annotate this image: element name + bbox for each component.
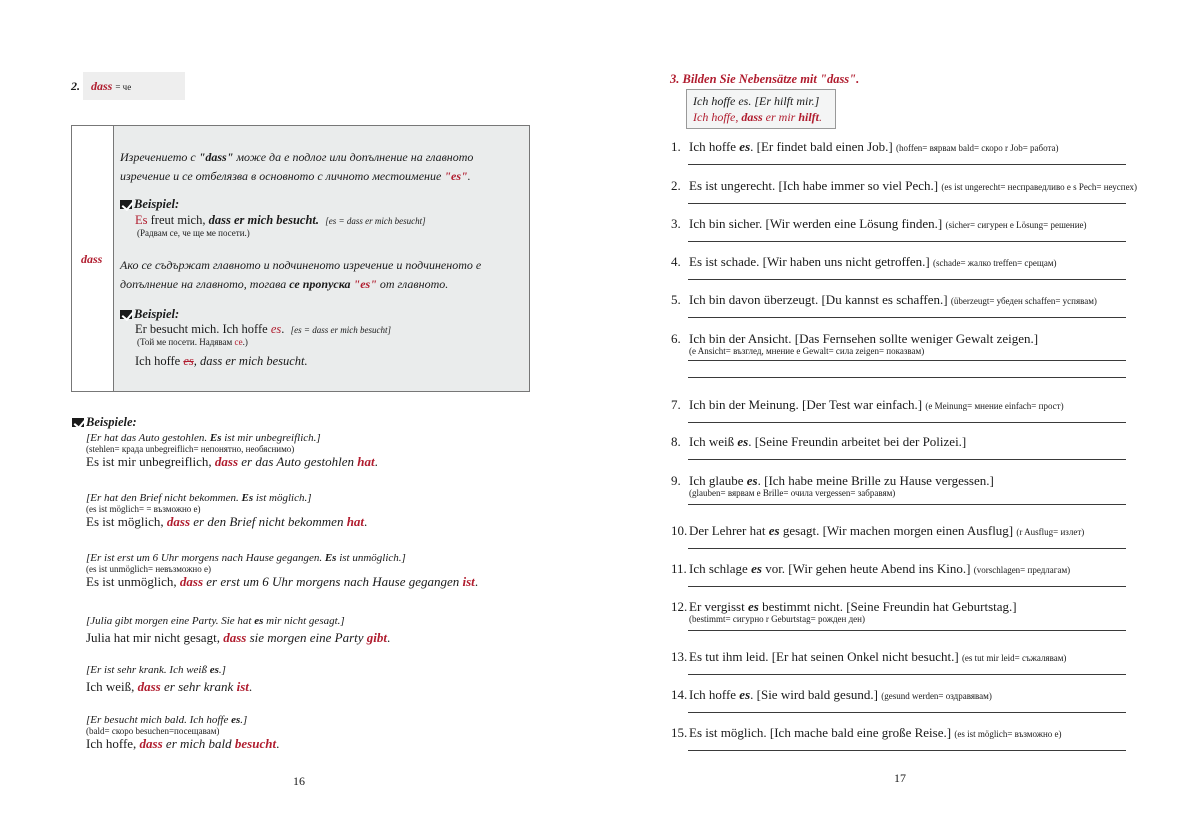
example-gloss: (bald= скоро besuchen=посещавам)	[86, 726, 220, 736]
example-answer: Julia hat mir nicht gesagt, dass sie morgen eine Party gibt.	[86, 630, 391, 645]
example-given: [Er ist erst um 6 Uhr morgens nach Hause gegangen. Es ist unmöglich.]	[86, 552, 406, 564]
checkbox-icon	[120, 200, 132, 209]
task-number: 5.	[671, 292, 681, 307]
example-item	[86, 714, 279, 752]
example-item	[86, 432, 378, 470]
task-number: 7.	[671, 397, 681, 412]
task-number: 12.	[671, 599, 688, 614]
task-gloss: (gesund werden= оздравявам)	[881, 691, 992, 701]
task-gloss: (e Meinung= мнение einfach= прост)	[925, 401, 1064, 411]
section-2-header	[68, 72, 185, 100]
answer-line[interactable]	[688, 279, 1126, 280]
task-number: 13.	[671, 649, 688, 664]
task-number: 8.	[671, 434, 681, 449]
crossed-es: es	[183, 354, 194, 368]
checkbox-icon	[72, 418, 84, 427]
task-text: Ich glaube es. [Ich habe meine Brille zu Hause vergessen.]	[689, 473, 994, 488]
answer-line[interactable]	[688, 712, 1126, 713]
example-answer: Es ist möglich, dass er den Brief nicht bekommen hat.	[86, 514, 368, 529]
task-gloss: (es ist ungerecht= несправедливо е s Pech= неуспех)	[941, 182, 1137, 192]
task-number: 10.	[671, 523, 688, 538]
task-gloss: (überzeugt= убеден schaffen= успявам)	[950, 296, 1097, 306]
answer-line[interactable]	[688, 504, 1126, 505]
task-gloss: (es tut mir leid= съжалявам)	[961, 653, 1067, 663]
exercise-task	[671, 599, 1017, 624]
task-gloss: (r Ausflug= излет)	[1016, 527, 1085, 537]
model-line-2: Ich hoffe, dass er mir hilft.	[693, 110, 823, 124]
example-item	[86, 492, 367, 530]
task-number: 1.	[671, 139, 681, 154]
task-text: Es ist möglich. [Ich mache bald eine große Reise.]	[689, 725, 952, 740]
answer-line[interactable]	[688, 203, 1126, 204]
task-text: Es ist schade. [Wir haben uns nicht getroffen.]	[689, 254, 930, 269]
task-number: 4.	[671, 254, 681, 269]
rule-example-1-translation: (Радвам се, че ще ме посети.)	[137, 228, 250, 238]
example-given: [Er ist sehr krank. Ich weiß es.]	[86, 664, 226, 676]
task-gloss: (hoffen= вярвам bald= скоро r Job= работа)	[895, 143, 1059, 153]
task-gloss: (es ist möglich= възможно е)	[954, 729, 1062, 739]
task-text: Ich bin sicher. [Wir werden eine Lösung finden.]	[689, 216, 943, 231]
page-number-left: 16	[293, 774, 305, 788]
rule-label: dass	[81, 252, 103, 266]
exercise-task	[671, 331, 1038, 356]
answer-line[interactable]	[688, 586, 1126, 587]
task-text: Ich bin davon überzeugt. [Du kannst es schaffen.]	[689, 292, 948, 307]
exercise-task	[671, 473, 994, 498]
answer-line[interactable]	[688, 360, 1126, 361]
answer-line[interactable]	[688, 630, 1126, 631]
task-text: Es tut ihm leid. [Er hat seinen Onkel nicht besucht.]	[689, 649, 959, 664]
task-text: Ich bin der Ansicht. [Das Fernsehen sollte weniger Gewalt zeigen.]	[689, 331, 1039, 346]
exercise-task	[671, 178, 1137, 194]
answer-line[interactable]	[688, 459, 1126, 460]
example-given: [Julia gibt morgen eine Party. Sie hat es mir nicht gesagt.]	[86, 615, 345, 627]
rule-example-1: Es freut mich, dass er mich besucht. [es = dass er mich besucht]	[135, 213, 426, 227]
rule-example-3: Ich hoffe es, dass er mich besucht.	[135, 354, 308, 368]
task-gloss: (vorschlagen= предлагам)	[973, 565, 1071, 575]
task-number: 6.	[671, 331, 681, 346]
example-item	[86, 664, 252, 695]
example-given: [Er besucht mich bald. Ich hoffe es.]	[86, 714, 248, 726]
exercise-task	[671, 292, 1097, 308]
exercise-task	[671, 254, 1057, 270]
task-number: 2.	[671, 178, 681, 193]
section-number: 2.	[71, 79, 80, 93]
answer-line[interactable]	[688, 674, 1126, 675]
model-line-1: Ich hoffe es. [Er hilft mir.]	[693, 94, 820, 108]
rule-paragraph-2: Ако се съдържат главното и подчиненото изречение и подчиненото е допълнение на главното, тогава се пропуска "es" от главното.	[120, 258, 482, 291]
task-number: 9.	[671, 473, 681, 488]
example-item	[86, 552, 478, 590]
example-answer: Es ist mir unbegreiflich, dass er das Auto gestohlen hat.	[86, 454, 378, 469]
task-text: Er vergisst es bestimmt nicht. [Seine Freundin hat Geburtstag.]	[689, 599, 1017, 614]
task-gloss: (glauben= вярвам e Brille= очила vergessen= забравям)	[689, 488, 896, 498]
exercise-task	[671, 523, 1084, 539]
task-number: 3.	[671, 216, 681, 231]
model-answer-box	[686, 89, 836, 129]
exercise-task	[671, 139, 1059, 155]
rule-example-2-translation: (Той ме посети. Надявам се.)	[137, 337, 248, 347]
task-gloss: (e Ansicht= възглед, мнение e Gewalt= сила zeigen= показвам)	[689, 346, 925, 356]
exercise-task	[671, 561, 1070, 577]
task-number: 15.	[671, 725, 688, 740]
example-answer: Ich weiß, dass er sehr krank ist.	[86, 679, 253, 694]
task-text: Ich hoffe es. [Sie wird bald gesund.]	[689, 687, 878, 702]
task-gloss: (bestimmt= сигурно r Geburtstag= рожден ден)	[689, 614, 865, 624]
task-gloss: (sicher= сигурен e Lösung= решение)	[945, 220, 1087, 230]
example-answer: Ich hoffe, dass er mich bald besucht.	[86, 736, 280, 751]
example-answer: Es ist unmöglich, dass er erst um 6 Uhr morgens nach Hause gegangen ist.	[86, 574, 479, 589]
example-given: [Er hat das Auto gestohlen. Es ist mir unbegreiflich.]	[86, 432, 321, 444]
answer-line[interactable]	[688, 548, 1126, 549]
exercise-3-title: 3. Bilden Sie Nebensätze mit "dass".	[670, 72, 860, 86]
task-number: 11.	[671, 561, 687, 576]
beispiel-heading-2: Beispiel:	[120, 305, 179, 323]
page-number-right: 17	[894, 771, 906, 785]
exercise-task	[671, 649, 1066, 665]
task-text: Ich schlage es vor. [Wir gehen heute Abend ins Kino.]	[689, 561, 971, 576]
answer-line[interactable]	[688, 377, 1126, 378]
answer-line[interactable]	[688, 750, 1126, 751]
task-text: Ich weiß es. [Seine Freundin arbeitet bei der Polizei.]	[689, 434, 967, 449]
task-text: Ich hoffe es. [Er findet bald einen Job.]	[689, 139, 893, 154]
task-text: Ich bin der Meinung. [Der Test war einfach.]	[689, 397, 923, 412]
section-term: dass = че	[91, 79, 132, 93]
exercise-task	[671, 397, 1064, 413]
exercise-task	[671, 216, 1087, 232]
rule-box	[71, 125, 530, 392]
beispiel-heading-1: Beispiel:	[120, 195, 179, 213]
rule-paragraph-1: Изречението с "dass" може да е подлог или допълнение на главното изречение и се отбелязва в основното с личното местоимение "es".	[120, 150, 474, 183]
task-text: Der Lehrer hat es gesagt. [Wir machen morgen einen Ausflug]	[689, 523, 1014, 538]
exercise-task	[671, 434, 966, 450]
example-gloss: (stehlen= крада unbegreiflich= непонятно, необяснимо)	[86, 444, 295, 454]
example-gloss: (es ist möglich= = възможно е)	[86, 504, 201, 514]
rule-example-2: Er besucht mich. Ich hoffe es. [es = dass er mich besucht]	[135, 322, 391, 336]
task-number: 14.	[671, 687, 688, 702]
example-item	[86, 615, 390, 646]
answer-line[interactable]	[688, 164, 1126, 165]
answer-line[interactable]	[688, 317, 1126, 318]
example-given: [Er hat den Brief nicht bekommen. Es ist möglich.]	[86, 492, 312, 504]
answer-line[interactable]	[688, 422, 1126, 423]
exercise-task	[671, 725, 1062, 741]
example-gloss: (es ist unmöglich= невъзможно е)	[86, 564, 211, 574]
exercise-task	[671, 687, 992, 703]
task-gloss: (schade= жалко treffen= срещам)	[933, 258, 1057, 268]
task-text: Es ist ungerecht. [Ich habe immer so viel Pech.]	[689, 178, 939, 193]
beispiele-heading: Beispiele:	[72, 413, 137, 431]
checkbox-icon	[120, 310, 132, 319]
answer-line[interactable]	[688, 241, 1126, 242]
